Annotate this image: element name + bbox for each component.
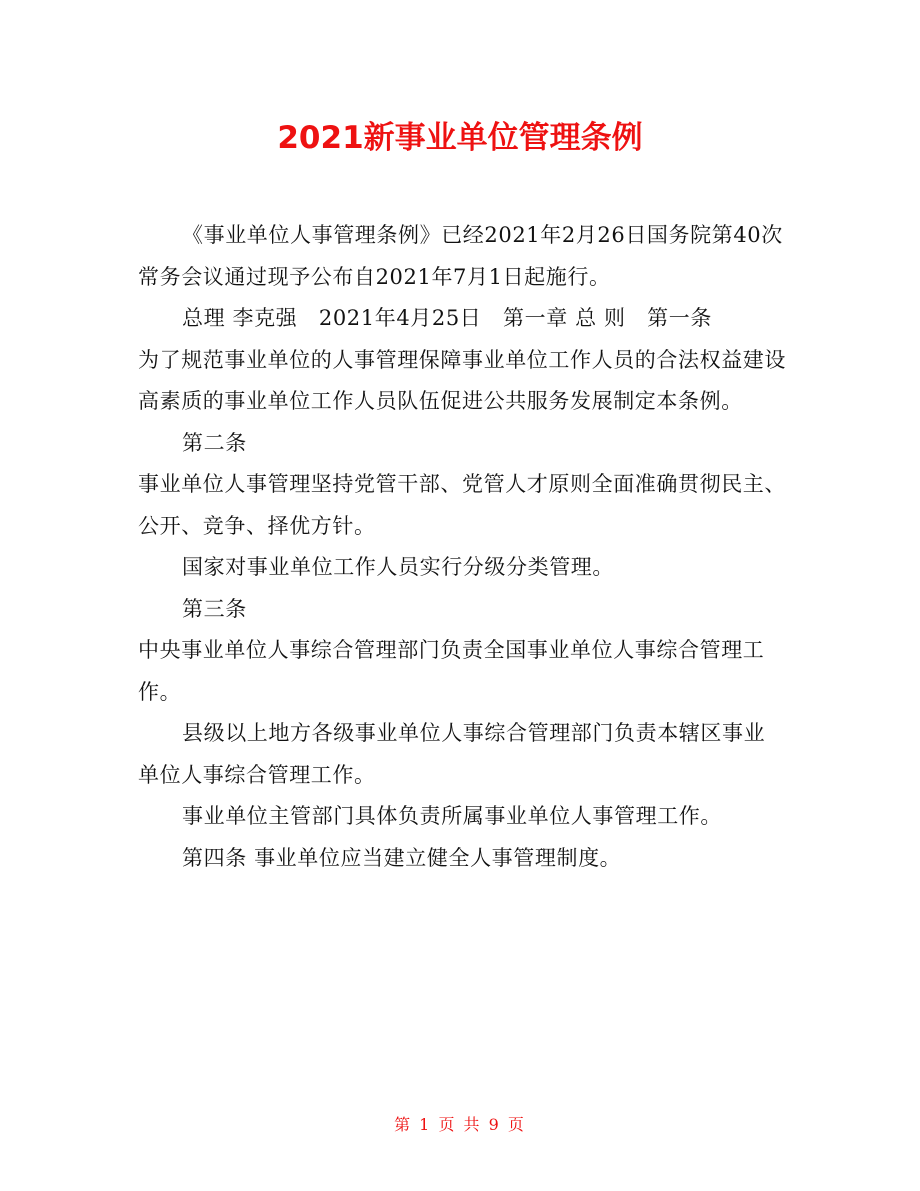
paragraph-article-4: 第四条 事业单位应当建立健全人事管理制度。 — [182, 845, 622, 870]
document-body — [138, 215, 786, 879]
heading-article-2: 第二条 — [182, 430, 247, 455]
paragraph-article-2-b: 国家对事业单位工作人员实行分级分类管理。 — [182, 555, 614, 579]
paragraph-article-2-a: 事业单位人事管理坚持党管干部、党管人才原则全面准确贯彻民主、公开、竞争、择优方针。 — [138, 472, 786, 538]
paragraph-article-3-b: 县级以上地方各级事业单位人事综合管理部门负责本辖区事业单位人事综合管理工作。 — [138, 721, 766, 787]
paragraph-article-3-c: 事业单位主管部门具体负责所属事业单位人事管理工作。 — [182, 804, 722, 828]
paragraph-promulgation: 《事业单位人事管理条例》已经2021年2月26日国务院第40次常务会议通过现予公布自2021年7月1日起施行。 — [138, 223, 783, 289]
document-title: 2021新事业单位管理条例 — [277, 120, 643, 156]
page-number-footer: 第 1 页 共 9 页 — [394, 1115, 526, 1134]
paragraph-article-1: 为了规范事业单位的人事管理保障事业单位工作人员的合法权益建设高素质的事业单位工作人员队伍促进公共服务发展制定本条例。 — [138, 347, 786, 413]
heading-article-3: 第三条 — [182, 596, 247, 621]
paragraph-signature-chapter: 总理 李克强 2021年4月25日 第一章 总 则 第一条 — [182, 306, 712, 330]
paragraph-article-3-a: 中央事业单位人事综合管理部门负责全国事业单位人事综合管理工作。 — [138, 638, 765, 704]
